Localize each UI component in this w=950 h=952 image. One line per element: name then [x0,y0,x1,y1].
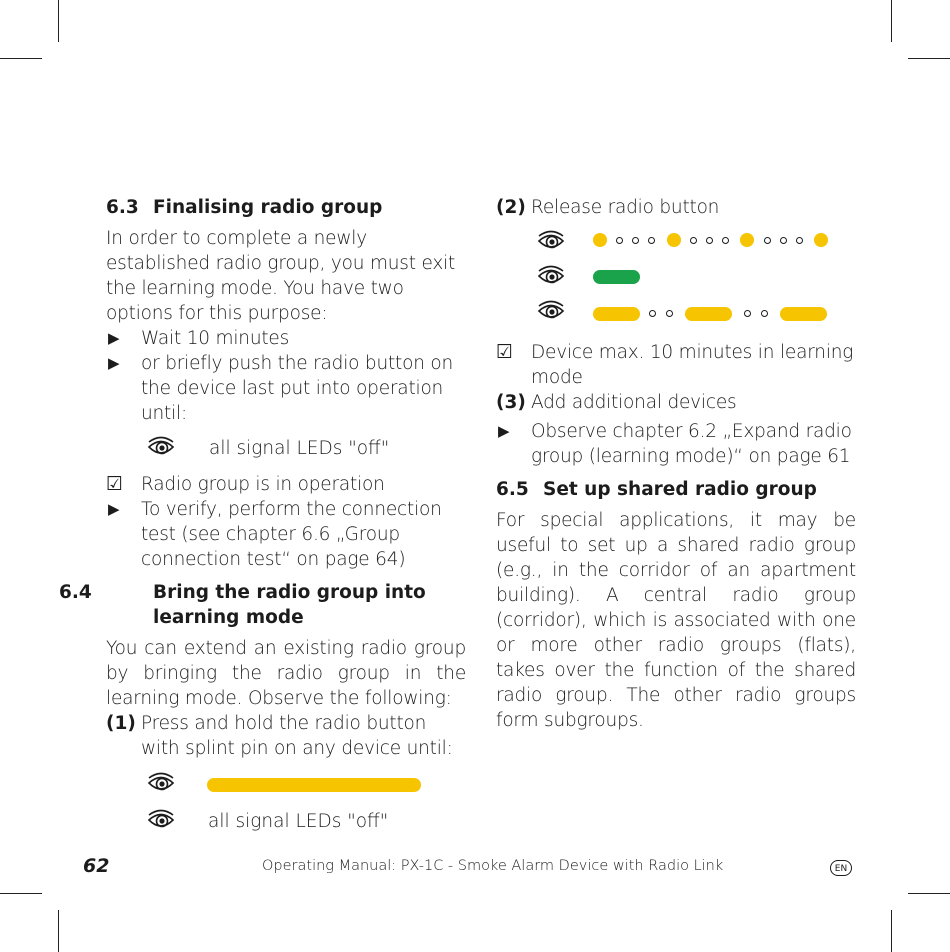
section-title: Set up shared radio group [543,479,817,500]
step-number: (3) [496,392,526,413]
crop-mark [908,58,950,59]
crop-mark [58,0,59,42]
step-item [496,390,856,415]
crop-mark [0,58,42,59]
left-column [59,193,466,841]
list-item [106,326,466,351]
led-bar-yellow [780,307,827,321]
page-number: 62 [83,855,110,877]
section-heading-6-3 [106,195,466,220]
eye-icon [536,262,566,292]
eye-icon [536,297,566,327]
led-indicator-row [496,297,856,332]
list-item [496,340,856,390]
led-dot-off [690,237,697,244]
list-item [106,497,466,572]
list-item-text: Wait 10 minutes [141,328,290,349]
led-dot-yellow [814,233,828,247]
led-bar-yellow [593,307,640,321]
footer-title: Operating Manual: PX-1C - Smoke Alarm Device with Radio Link [262,858,724,874]
triangle-right-icon: ▶ [108,500,120,518]
led-dot-off [764,237,771,244]
led-dot-off [616,237,623,244]
eye-icon [146,806,176,836]
intro-paragraph: In order to complete a newly established radio group, you must exit the learning mode. You have two options for this purpose: [106,228,456,324]
led-dot-off [744,310,751,317]
led-dot-off [706,237,713,244]
led-dot-off [722,237,729,244]
led-status-text: all signal LEDs "off" [208,811,389,832]
led-dot-off [761,310,768,317]
led-indicator-row [106,806,466,841]
led-bar-yellow [685,307,732,321]
triangle-right-icon: ▶ [108,354,120,372]
led-dot-off [632,237,639,244]
led-status-text: all signal LEDs "off" [209,438,390,459]
crop-mark [891,910,892,952]
intro-paragraph: You can extend an existing radio group by bringing the radio group in the learning mode. Observe the following: [106,638,466,709]
triangle-right-icon: ▶ [108,329,120,347]
section-number: 6.5 [496,479,529,500]
crop-mark [908,893,950,894]
list-item-text: To verify, perform the connection test (see chapter 6.6 „Group connection test“ on page 64) [141,499,442,570]
section-number: 6.3 [106,197,139,218]
step-item [496,195,856,220]
led-dot-yellow [667,233,681,247]
list-item [106,472,466,497]
led-dot-off [648,237,655,244]
crop-mark [891,0,892,42]
language-badge: EN [830,860,852,876]
eye-icon [146,769,176,799]
eye-icon [146,433,176,463]
list-item-text: or briefly push the radio button on the device last put into operation until: [141,353,454,424]
list-item [106,351,466,426]
triangle-right-icon: ▶ [498,422,510,440]
list-item-text: Observe chapter 6.2 „Expand radio group (learning mode)“ on page 61 [531,421,852,467]
led-indicator-row [106,769,466,804]
led-dot-off [796,237,803,244]
step-text: Release radio button [531,197,720,218]
led-dot-off [780,237,787,244]
right-column [496,195,856,733]
list-item-text: Radio group is in operation [141,474,385,495]
led-bar-green [593,270,640,284]
body-paragraph: For special applications, it may be useful to set up a shared radio group (e.g., in the corridor of an apartment building). A central radio group (corridor), which is associated with one or more other radio groups (flats), takes over the function of the shared radio group. The other radio groups form subgroups. [496,510,856,731]
led-dot-off [649,310,656,317]
checkbox-icon: ☑ [106,473,123,495]
led-dot-yellow [740,233,754,247]
crop-mark [0,893,42,894]
led-indicator-row [496,227,856,262]
step-number: (2) [496,197,526,218]
section-title: Finalising radio group [153,197,383,218]
led-dot-off [666,310,673,317]
list-item [496,419,856,469]
step-text: Press and hold the radio button with splint pin on any device until: [141,713,453,759]
led-indicator-row [106,433,466,468]
page-footer [0,855,950,885]
section-heading-6-5 [496,477,856,502]
led-bar-yellow [207,778,421,792]
eye-icon [536,227,566,257]
section-number: 6.4 [59,582,92,603]
step-item [106,711,466,761]
list-item-text: Device max. 10 minutes in learning mode [531,342,854,388]
led-dot-yellow [593,233,607,247]
section-heading-6-4 [59,580,466,630]
crop-mark [58,910,59,952]
checkbox-icon: ☑ [496,341,513,363]
step-text: Add additional devices [531,392,737,413]
step-number: (1) [106,713,136,734]
section-title: Bring the radio group into learning mode [153,582,426,628]
led-indicator-row [496,262,856,297]
